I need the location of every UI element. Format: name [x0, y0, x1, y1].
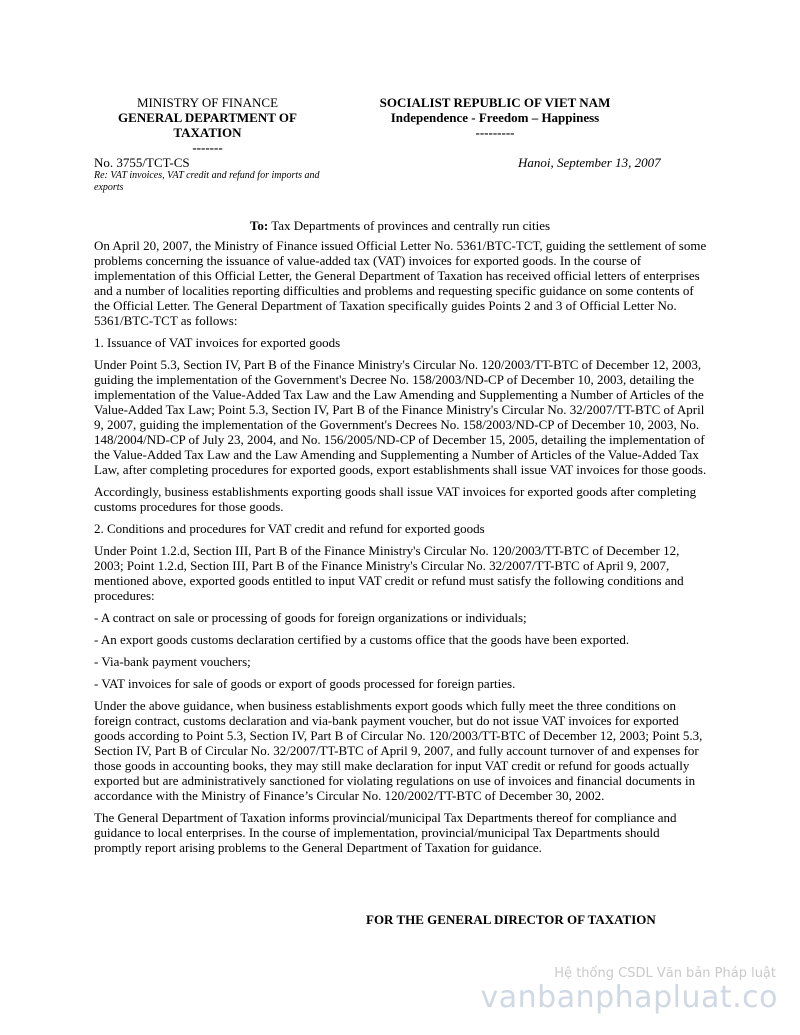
list-item: - An export goods customs declaration certified by a customs office that the goods have been exported.	[94, 632, 630, 647]
document-number: No. 3755/TCT-CS	[94, 155, 190, 170]
paragraph-intro: On April 20, 2007, the Ministry of Finance issued Official Letter No. 5361/BTC-TCT, guiding the settlement of some problems concerning the issuance of value-added tax (VAT) invoices for exported goods. In the course of implementation of this Official Letter, the General Department of Taxation has received official letters of enterprises and a number of localities reporting difficulties and problems and requesting specific guidance on some contents of the Official Letter. The General Department of Taxation specifically guides Points 2 and 3 of Official Letter No. 5361/BTC-TCT as follows:	[94, 238, 707, 328]
paragraph-closing: The General Department of Taxation informs provincial/municipal Tax Departments thereof for compliance and guidance to local enterprises. In the course of implementation, provincial/municipal Tax Departments should promptly report arising problems to the General Department of Taxation for guidance.	[94, 810, 677, 855]
motto: Independence - Freedom – Happiness	[390, 110, 600, 125]
issuer-block	[95, 95, 320, 155]
recipient-line	[0, 218, 800, 234]
watermark-caption: Hệ thống CSDL Văn bản Pháp luật	[554, 966, 776, 981]
signature-heading: FOR THE GENERAL DIRECTOR OF TAXATION	[366, 912, 656, 927]
watermark-site: vanbanphapluat.co	[480, 980, 778, 1015]
republic-name: SOCIALIST REPUBLIC OF VIET NAM	[379, 95, 611, 110]
list-item: - A contract on sale or processing of goods for foreign organizations or individuals;	[94, 610, 527, 625]
list-item: - Via-bank payment vouchers;	[94, 654, 251, 669]
document-body	[94, 238, 710, 862]
paragraph: Under Point 5.3, Section IV, Part B of the Finance Ministry's Circular No. 120/2003/TT-BTC of December 12, 2003, guiding the implementation of the Government's Decree No. 158/2003/ND-CP of December 10, 2003, detailing the implementation of the Value-Added Tax Law and the Law Amending and Supplementing a Number of Articles of the Value-Added Tax Law; Point 5.3, Section IV, Part B of the Finance Ministry's Circular No. 32/2007/TT-BTC of April 9, 2007, guiding the implementation of the Government's Decrees No. 158/2003/ND-CP of December 10, 2003, No. 148/2004/ND-CP of July 23, 2004, and No. 156/2005/ND-CP of December 15, 2005, detailing the implementation of the Value-Added Tax Law and the Law Amending and Supplementing a Number of Articles of the Value-Added Tax Law, after completing procedures for exported goods, export establishments shall issue VAT invoices for those goods.	[94, 357, 707, 477]
paragraph: Under the above guidance, when business establishments export goods which fully meet the three conditions on foreign contract, customs declaration and via-bank payment voucher, but do not issue VAT invoices for exported goods according to Point 5.3, Section IV, Part B of Circular No. 120/2003/TT-BTC of December 12, 2003; Point 5.3, Section IV, Part B of Circular No. 32/2007/TT-BTC of April 9, 2007, and fully account turnover of and expenses for those goods in accounting books, they may still make declaration for input VAT credit or refund for goods actually exported but are administratively sanctioned for violating regulations on use of invoices and financial documents in accordance with the Ministry of Finance’s Circular No. 120/2002/TT-BTC of December 30, 2002.	[94, 698, 703, 803]
ministry-name: MINISTRY OF FINANCE	[136, 95, 279, 110]
paragraph: Under Point 1.2.d, Section III, Part B of the Finance Ministry's Circular No. 120/2003/TT-BTC of December 12, 2003; Point 1.2.d, Section III, Part B of the Finance Ministry's Circular No. 32/2007/TT-BTC of April 9, 2007, mentioned above, exported goods entitled to input VAT credit or refund must satisfy the following conditions and procedures:	[94, 543, 684, 603]
section-heading-2: 2. Conditions and procedures for VAT credit and refund for exported goods	[94, 521, 485, 536]
section-heading-1: 1. Issuance of VAT invoices for exported goods	[94, 335, 341, 350]
recipient-label: To:	[249, 218, 269, 233]
national-title-block	[370, 95, 620, 140]
subject-line: Re: VAT invoices, VAT credit and refund for imports and exports	[94, 170, 320, 193]
document-date: Hanoi, September 13, 2007	[518, 155, 661, 170]
list-item: - VAT invoices for sale of goods or export of goods processed for foreign parties.	[94, 676, 516, 691]
paragraph: Accordingly, business establishments exporting goods shall issue VAT invoices for exported goods after completing customs procedures for those goods.	[94, 484, 697, 514]
right-divider: ---------	[475, 125, 515, 140]
left-divider: -------	[192, 140, 223, 155]
recipient-text: Tax Departments of provinces and centrally run cities	[268, 218, 551, 233]
department-name: GENERAL DEPARTMENT OF TAXATION	[118, 110, 297, 140]
